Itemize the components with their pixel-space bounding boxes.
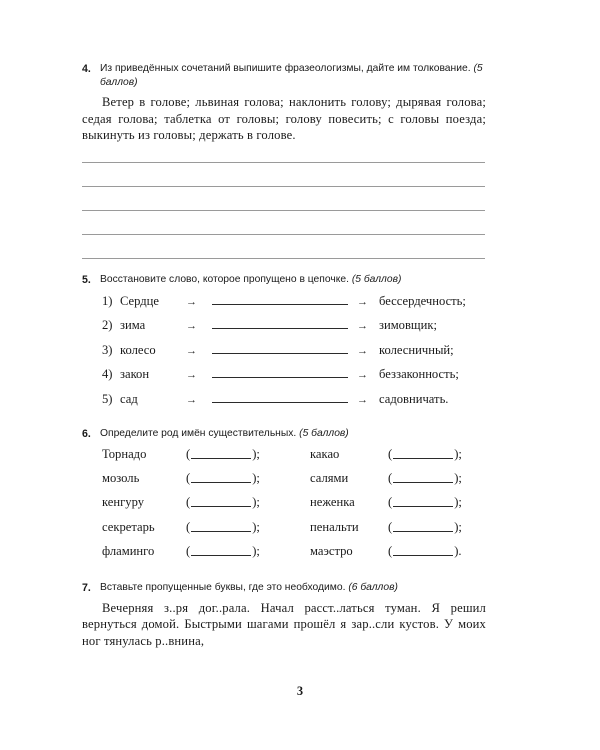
paren-close: ). (454, 544, 462, 559)
task-6-number: 6. (82, 428, 91, 441)
task-7-number: 7. (82, 582, 91, 595)
arrow-right-icon: → (357, 295, 368, 308)
chain-source-word: зима (120, 318, 146, 333)
task-4 (82, 62, 486, 259)
arrow-right-icon: → (186, 320, 197, 333)
noun-row (82, 471, 486, 495)
noun-gender-field (388, 471, 462, 486)
paren-open: ( (186, 495, 191, 510)
chain-row (82, 365, 486, 390)
noun-gender-field (186, 544, 260, 559)
page-number: 3 (296, 684, 304, 698)
noun-entry (310, 495, 486, 510)
gender-blank[interactable] (393, 544, 453, 556)
noun-gender-field (186, 471, 260, 486)
paren-open: ( (388, 446, 393, 461)
chain-row (82, 341, 486, 366)
paren-close: ); (454, 495, 462, 510)
task-6-points: (5 баллов) (299, 428, 349, 440)
task-4-points: (5 баллов) (100, 63, 483, 89)
noun-word: салями (310, 470, 349, 485)
task-7-points: (6 баллов) (348, 582, 398, 594)
task-4-body-text: Ветер в голове; львиная голова; наклонить голову; дырявая голова; седая голова; таблетка от головы; голову повесить; с головы поезда; выкинуть из головы; держать в голове. (82, 95, 486, 143)
noun-row (82, 447, 486, 471)
noun-row (82, 544, 486, 568)
answer-line[interactable] (82, 186, 485, 187)
task-5-points: (5 баллов) (351, 273, 402, 285)
chain-source-word: колесо (120, 342, 156, 357)
task-7 (82, 581, 486, 648)
gender-blank[interactable] (191, 520, 251, 532)
task-6-noun-grid (82, 447, 486, 569)
arrow-right-icon: → (357, 320, 368, 333)
noun-entry (102, 520, 310, 535)
noun-word: кенгуру (102, 495, 145, 510)
noun-word: секретарь (102, 519, 155, 534)
paren-close: ); (252, 446, 260, 461)
task-5-chain-list (82, 292, 486, 415)
gender-blank[interactable] (191, 495, 251, 507)
paren-open: ( (388, 495, 393, 510)
noun-gender-field (186, 520, 260, 535)
paren-open: ( (388, 519, 393, 534)
noun-word: мозоль (102, 470, 140, 485)
noun-entry (102, 447, 310, 462)
page-content (82, 62, 486, 649)
chain-index: 1) (102, 293, 113, 308)
noun-entry (310, 520, 486, 535)
arrow-right-icon: → (357, 393, 368, 406)
chain-result-word: колесничный; (379, 342, 454, 357)
noun-gender-field (388, 447, 462, 462)
chain-answer-blank[interactable] (212, 365, 348, 378)
chain-result-word: бессердечность; (379, 293, 466, 308)
paren-open: ( (186, 446, 191, 461)
noun-gender-field (388, 495, 462, 510)
task-7-body-text: Вечерняя з..ря дог..рала. Начал расст..латься туман. Я решил вернуться домой. Быстрыми шагами прошёл я зар..сли кустов. У моих ног тянулась р..внина, (82, 600, 486, 648)
task-7-heading (82, 581, 486, 595)
paren-open: ( (388, 470, 393, 485)
answer-line[interactable] (82, 234, 485, 235)
paren-close: ); (252, 544, 260, 559)
noun-entry (310, 471, 486, 486)
noun-word: Торнадо (102, 446, 147, 461)
task-5-heading (82, 273, 486, 287)
chain-index: 4) (102, 367, 113, 382)
noun-word: какао (310, 446, 340, 461)
paren-open: ( (186, 470, 191, 485)
answer-line[interactable] (82, 162, 485, 163)
noun-entry (102, 495, 310, 510)
noun-word: неженка (310, 495, 355, 510)
gender-blank[interactable] (393, 471, 453, 483)
chain-answer-blank[interactable] (212, 316, 348, 329)
task-4-answer-lines (82, 162, 486, 259)
task-5 (82, 273, 486, 415)
paren-close: ); (454, 519, 462, 534)
chain-source-word: сад (120, 391, 138, 406)
paren-close: ); (252, 519, 260, 534)
chain-index: 2) (102, 318, 113, 333)
paren-close: ); (454, 470, 462, 485)
task-4-prompt-text: Из приведённых сочетаний выпишите фразеологизмы, дайте им толкование. (100, 63, 471, 74)
chain-result-word: садовничать. (379, 391, 449, 406)
arrow-right-icon: → (186, 295, 197, 308)
answer-line[interactable] (82, 210, 485, 211)
task-4-prompt (100, 62, 486, 90)
paren-open: ( (388, 544, 393, 559)
noun-gender-field (186, 447, 260, 462)
gender-blank[interactable] (191, 471, 251, 483)
answer-line[interactable] (82, 258, 485, 259)
chain-answer-blank[interactable] (212, 341, 348, 354)
task-7-prompt-text: Вставьте пропущенные буквы, где это необходимо. (100, 582, 346, 594)
chain-source-word: закон (120, 367, 150, 382)
gender-blank[interactable] (191, 544, 251, 556)
task-5-number: 5. (82, 273, 91, 286)
noun-row (82, 495, 486, 519)
paren-close: ); (252, 470, 260, 485)
task-5-prompt-text: Восстановите слово, которое пропущено в цепочке. (100, 273, 349, 285)
chain-row (82, 390, 486, 415)
chain-index: 5) (102, 391, 113, 406)
arrow-right-icon: → (186, 393, 197, 406)
gender-blank[interactable] (393, 520, 453, 532)
chain-result-word: беззаконность; (379, 367, 459, 382)
arrow-right-icon: → (357, 369, 368, 382)
chain-source-word: Сердце (120, 293, 160, 308)
gender-blank[interactable] (393, 495, 453, 507)
gender-blank[interactable] (393, 447, 453, 459)
task-6 (82, 427, 486, 568)
task-6-prompt (100, 427, 486, 441)
chain-row (82, 316, 486, 341)
task-4-heading (82, 62, 486, 90)
noun-word: пенальти (310, 519, 359, 534)
gender-blank[interactable] (191, 447, 251, 459)
task-4-number: 4. (82, 63, 91, 75)
noun-entry (102, 544, 310, 559)
chain-index: 3) (102, 342, 113, 357)
noun-gender-field (186, 495, 260, 510)
arrow-right-icon: → (186, 344, 197, 357)
noun-row (82, 520, 486, 544)
paren-close: ); (454, 446, 462, 461)
paren-open: ( (186, 519, 191, 534)
noun-entry (310, 447, 486, 462)
spacer (82, 259, 486, 273)
arrow-right-icon: → (186, 369, 197, 382)
noun-gender-field (388, 520, 462, 535)
noun-gender-field (388, 544, 462, 559)
spacer (82, 568, 486, 581)
task-6-heading (82, 427, 486, 441)
noun-entry (310, 544, 486, 559)
noun-entry (102, 471, 310, 486)
noun-word: маэстро (310, 544, 353, 559)
task-6-prompt-text: Определите род имён существительных. (100, 428, 297, 440)
arrow-right-icon: → (357, 344, 368, 357)
noun-word: фламинго (102, 544, 155, 559)
task-5-prompt (100, 273, 486, 287)
paren-open: ( (186, 544, 191, 559)
chain-answer-blank[interactable] (212, 292, 348, 305)
task-7-prompt (100, 581, 486, 595)
chain-row (82, 292, 486, 317)
chain-result-word: зимовщик; (379, 318, 437, 333)
chain-answer-blank[interactable] (212, 390, 348, 403)
paren-close: ); (252, 495, 260, 510)
spacer (82, 414, 486, 427)
